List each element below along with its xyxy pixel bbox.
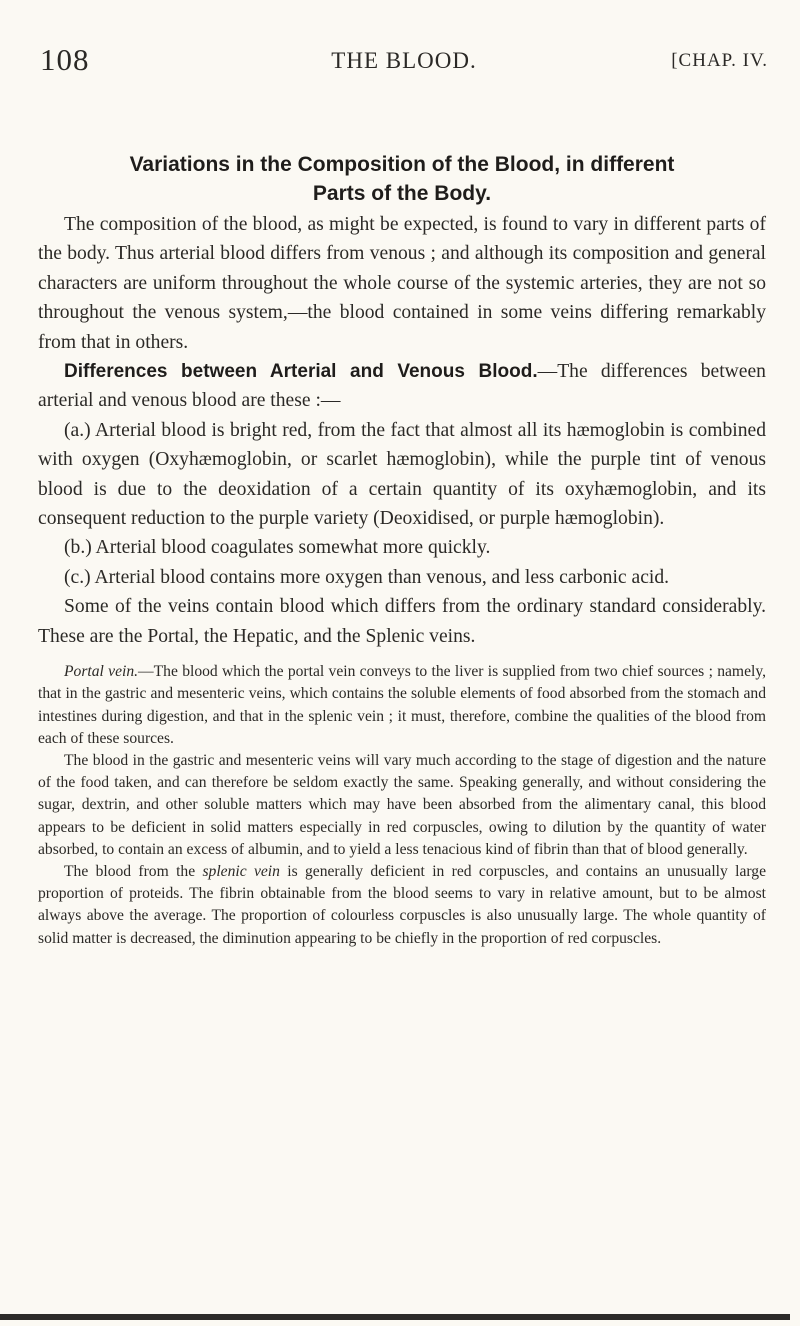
item-a-paragraph: (a.) Arterial blood is bright red, from the fact that almost all its hæmoglobin is combined with oxygen (Oxyhæmoglobin, or scarlet hæmoglobin), while the purple tint of venous blood is due to the deoxidation of a certain quantity of its oxyhæmoglobin, and its consequent reduction to the purple variety (Deoxidised, or purple hæmoglobin). — [38, 419, 766, 530]
intro-paragraph: The composition of the blood, as might be expected, is found to vary in different parts of the body. Thus arterial blood differs from venous ; and although its composition and general characters are uniform throughout the whole course of the systemic arteries, they are not so throughout the venous system,—the blood contained in some veins differing remarkably from that in others. — [38, 214, 766, 353]
differences-heading: Differences between Arterial and Venous Blood. — [64, 361, 538, 383]
differences-paragraph — [38, 357, 766, 416]
portal-term: Portal vein. — [64, 663, 139, 681]
splenic-text-post: is generally deficient in red corpuscles, and contains an unusually large proportion of proteids. The fibrin obtainable from the blood seems to vary in relative amount, but to be almost always above the average. The proportion of colourless corpuscles is also unusually large. The whole quantity of solid matter is decreased, the diminution appearing to be chiefly in the proportion of red corpuscles. — [38, 862, 766, 947]
page-bottom-edge — [0, 1314, 790, 1320]
item-b-paragraph: (b.) Arterial blood coagulates somewhat more quickly. — [64, 537, 491, 559]
section-heading — [38, 150, 766, 208]
chapter-reference: [CHAP. IV. — [671, 50, 768, 71]
running-title: THE BLOOD. — [331, 48, 477, 73]
differences-lead: —The differences between arterial and venous blood are these :— — [38, 361, 766, 412]
veins-paragraph: Some of the veins contain blood which differs from the ordinary standard considerably. These are the Portal, the Hepatic, and the Splenic veins. — [38, 596, 766, 647]
gastric-paragraph: The blood in the gastric and mesenteric veins will vary much according to the stage of digestion and the nature of the food taken, and can therefore be seldom exactly the same. Speaking generally, and without considering the sugar, dextrin, and other soluble matters which may have been absorbed from the alimentary canal, this blood appears to be deficient in solid matters especially in red corpuscles, owing to dilution by the quantity of water absorbed, to contain an excess of albumin, and to yield a less tenacious kind of fibrin than that of blood generally. — [38, 751, 766, 858]
running-head — [40, 40, 768, 80]
splenic-paragraph — [38, 861, 766, 950]
portal-text: —The blood which the portal vein conveys to the liver is supplied from two chief sources ; namely, that in the gastric and mesenteric veins, which contains the soluble elements of food absorbed from the stomach and intestines during digestion, and that in the splenic vein ; it must, therefore, combine the qualities of the blood from each of these sources. — [38, 663, 767, 747]
splenic-term: splenic vein — [202, 862, 280, 880]
small-print-block — [38, 661, 766, 950]
section-heading-line2: Parts of the Body. — [312, 182, 492, 205]
splenic-text-pre: The blood from the — [64, 862, 203, 880]
item-c-paragraph: (c.) Arterial blood contains more oxygen than venous, and less carbonic acid. — [64, 566, 670, 588]
section-heading-line1: Variations in the Composition of the Blood, in different — [129, 153, 675, 176]
page-content — [38, 150, 766, 950]
page-number: 108 — [40, 42, 90, 77]
portal-paragraph — [38, 661, 766, 750]
